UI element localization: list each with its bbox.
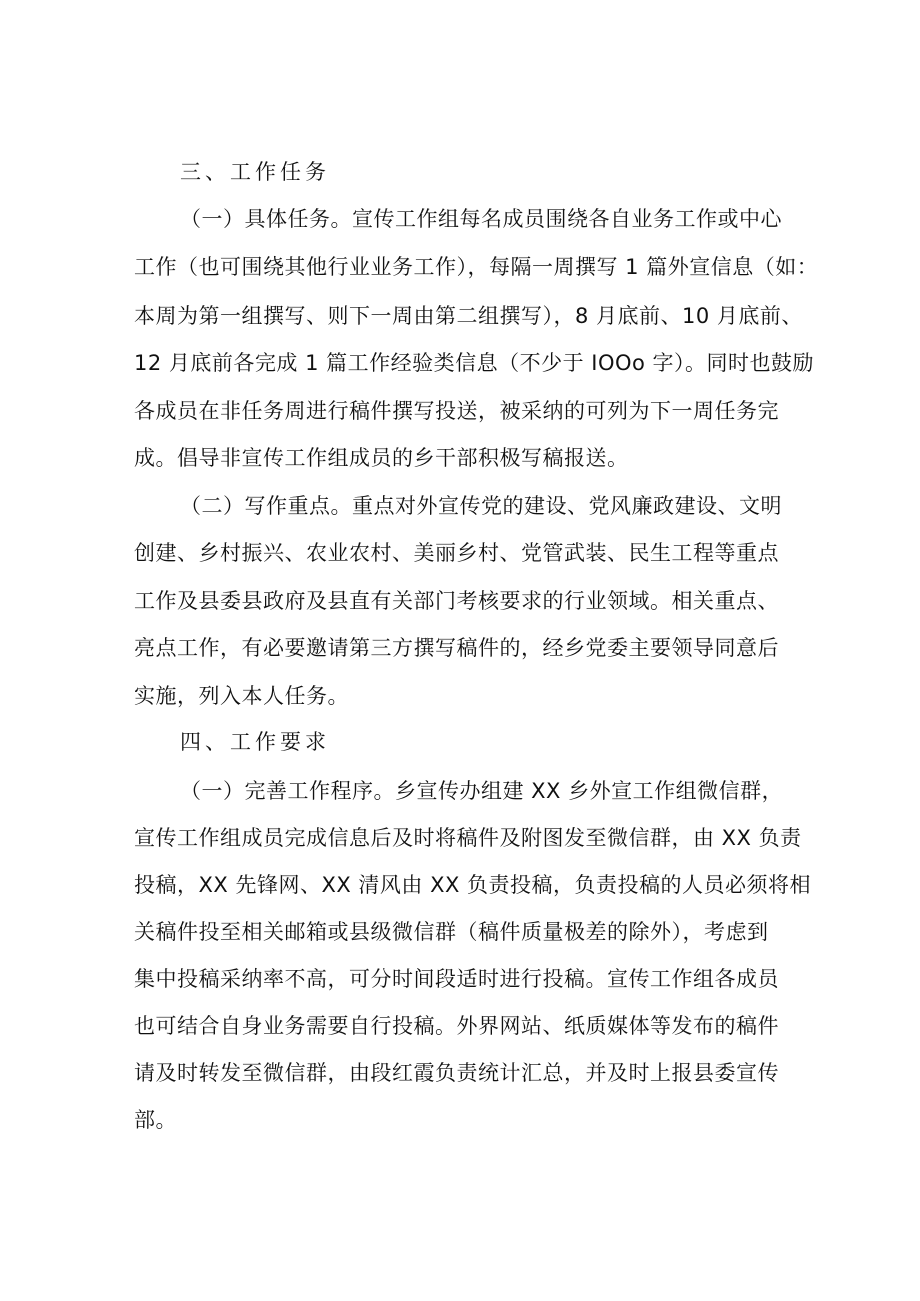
paragraph-line: 也可结合自身业务需要自行投稿。外界网站、纸质媒体等发布的稿件 (134, 1014, 779, 1038)
paragraph-line: 工作及县委县政府及县直有关部门考核要求的行业领域。相关重点、 (134, 589, 779, 613)
paragraph-line: 12 月底前各完成 1 篇工作经验类信息（不少于 IOOo 字）。同时也鼓励 (134, 351, 815, 375)
paragraph-line: 各成员在非任务周进行稿件撰写投送，被采纳的可列为下一周任务完 (134, 399, 779, 423)
paragraph-line: 亮点工作，有必要邀请第三方撰写稿件的，经乡党委主要领导同意后 (134, 636, 779, 660)
paragraph-line: 本周为第一组撰写、则下一周由第二组撰写），8 月底前、10 月底前、 (134, 304, 803, 328)
paragraph-line: 投稿，XX 先锋网、XX 清风由 XX 负责投稿，负责投稿的人员必须将相 (134, 873, 812, 897)
section-3-heading: 三、工作任务 (180, 160, 330, 184)
paragraph-line: 集中投稿采纳率不高，可分时间段适时进行投稿。宣传工作组各成员 (134, 967, 779, 991)
paragraph-line: 请及时转发至微信群，由段红霞负责统计汇总，并及时上报县委宣传 (134, 1061, 779, 1085)
paragraph-line: （二）写作重点。重点对外宣传党的建设、党风廉政建设、文明 (180, 494, 782, 518)
paragraph-line: 部。 (134, 1108, 177, 1132)
paragraph-line: 创建、乡村振兴、农业农村、美丽乡村、党管武装、民生工程等重点 (134, 541, 779, 565)
paragraph-line: （一）具体任务。宣传工作组每名成员围绕各自业务工作或中心 (180, 207, 782, 231)
paragraph-line: 实施，列入本人任务。 (134, 684, 349, 708)
paragraph-line: 成。倡导非宣传工作组成员的乡干部积极写稿报送。 (134, 446, 629, 470)
section-4-heading: 四、工作要求 (180, 730, 330, 754)
paragraph-line: 工作（也可围绕其他行业业务工作），每隔一周撰写 1 篇外宣信息（如： (134, 255, 819, 279)
paragraph-line: （一）完善工作程序。乡宣传办组建 XX 乡外宣工作组微信群， (180, 779, 784, 803)
paragraph-line: 关稿件投至相关邮箱或县级微信群（稿件质量极差的除外），考虑到 (134, 920, 769, 944)
paragraph-line: 宣传工作组成员完成信息后及时将稿件及附图发至微信群，由 XX 负责 (134, 826, 802, 850)
